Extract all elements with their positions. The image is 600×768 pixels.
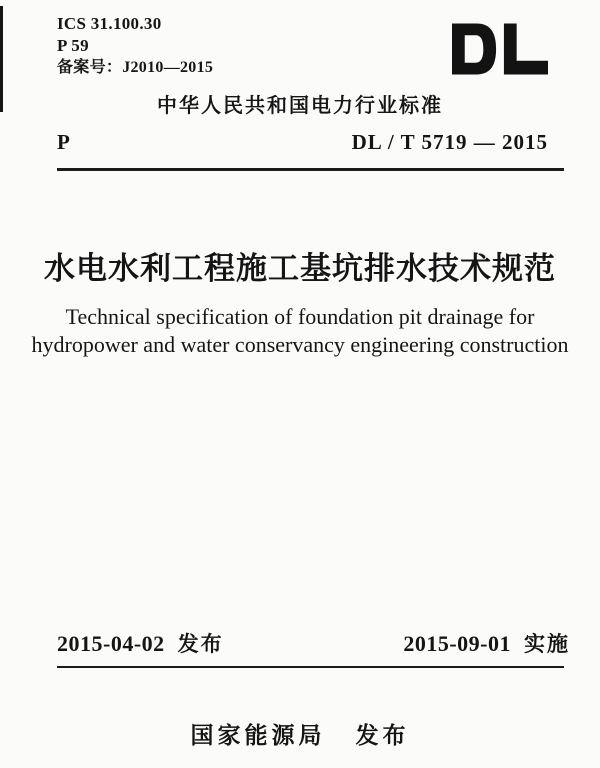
issue-date-group	[57, 628, 224, 658]
ics-code: ICS 31.100.30	[57, 14, 162, 33]
issue-date: 2015-04-02	[57, 631, 165, 656]
dl-logo	[452, 23, 548, 75]
footer-rule	[57, 666, 564, 668]
title-english	[30, 303, 570, 359]
implement-date: 2015-09-01	[403, 631, 511, 656]
record-number: 备案号：J2010—2015	[57, 59, 214, 76]
issue-label: 发布	[177, 633, 224, 656]
category-letter: P	[57, 130, 70, 154]
standard-number-row	[57, 130, 548, 155]
dates-row	[57, 628, 570, 658]
title-english-line2: hydropower and water conservancy engineering construction	[31, 332, 569, 357]
title-chinese: 水电水利工程施工基坑排水技术规范	[44, 251, 556, 286]
publisher-action: 发布	[355, 722, 410, 748]
doc-class-code: P 59	[57, 36, 89, 55]
implement-date-group	[403, 628, 570, 658]
standard-caption: 中华人民共和国电力行业标准	[157, 95, 443, 117]
publisher-line	[0, 717, 600, 750]
standard-number: DL / T 5719 — 2015	[351, 130, 548, 154]
dl-logo-icon	[452, 23, 548, 75]
masthead-codes	[57, 13, 213, 79]
implement-label: 实施	[524, 633, 570, 656]
header-rule	[57, 168, 564, 171]
publisher-name: 国家能源局	[190, 722, 326, 748]
title-english-line1: Technical specification of foundation pit drainage for	[65, 304, 535, 329]
